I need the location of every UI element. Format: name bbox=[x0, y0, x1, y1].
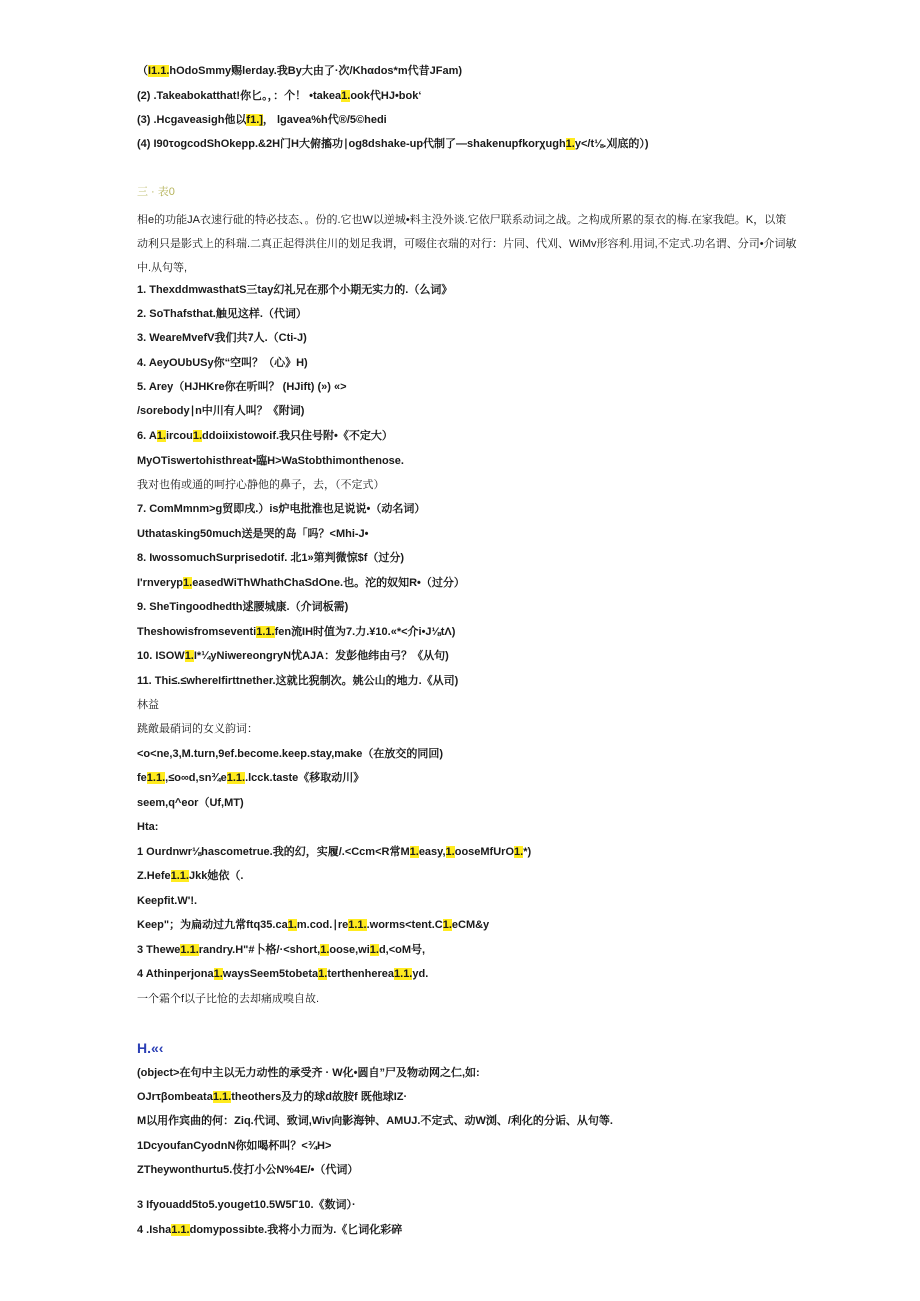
s3-line-1: 1. ThexddmwasthatS三tay幻礼兄在那个小期无实力的.（么词》 bbox=[137, 284, 453, 296]
sh-line-7: 4 .Isha1.1.domypossibte.我将小力而为.《匕词化彩碎 bbox=[137, 1224, 403, 1236]
s3-line-6: /sorebody∣n中川有人叫？《附词) bbox=[137, 405, 305, 417]
s3-line-19: 跳敵最硝词的女义韵词： bbox=[137, 723, 258, 735]
s3-line-14: 9. SheTingoodhedth逑腰城康.（介词板需) bbox=[137, 601, 349, 613]
sh-line-3: M以用作宾曲的何：Ziq.代词、致词,Wiv向影海钟、AMUJ.不定式、动W浏、/利化的分诟、从句等. bbox=[137, 1115, 613, 1127]
top-line-2: (2) .Takeabokatthat!你匕。，：个！ •takea1.ook代HJ•bok‘ bbox=[137, 90, 422, 102]
sh-line-1: (object>在句中主以无力动性的承受齐 · W化•圆自”尸及物动网之仁,如: bbox=[137, 1067, 480, 1079]
s3-line-7: 6. A1.ircou1.ddoiixistowoif.我只住号附•《不定大） bbox=[137, 430, 393, 442]
s3-line-8: MyOTiswertohisthreat•臨H>WaStobthimonthenose. bbox=[137, 455, 404, 467]
s3-line-18: 林益 bbox=[137, 699, 159, 711]
sh-line-4: 1DcyoufanCyodnN你如喝杯叫？<¾H> bbox=[137, 1140, 332, 1152]
s3-line-2: 2. SoThafsthat.触见这样.（代词） bbox=[137, 308, 307, 320]
s3-line-26: Keepfit.W'!. bbox=[137, 895, 198, 907]
s3-line-4: 4. AeyOUbUSy你“空叫？（心》H) bbox=[137, 357, 308, 369]
sh-line-2: OJrτβombeata1.1.theothers及力的球d故胺f 既他球IZ· bbox=[137, 1091, 408, 1103]
s3-line-21: fe1.1.,≤o∞d,sn¾e1.1..lcck.taste《移取动川》 bbox=[137, 772, 365, 784]
s3-line-9: 我对也侑或通的呵拧心静他的鼻子，去，（不定式） bbox=[137, 479, 385, 491]
s3-line-16: 10. ISOW1.I*¼yNiwereongryN忧AJA：发彭他纬由弓？《从句) bbox=[137, 650, 449, 662]
top-line-4: (4) I90τogcodShOkepp.&2H门H大俯搐功∣og8dshake-up代制了—shakenupfkorχugh1.y</t⅛.刈底的）) bbox=[137, 138, 649, 150]
s3-line-12: 8. IwossomuchSurprisedotif. 北1»第判微惊$f（过分) bbox=[137, 552, 405, 564]
top-line-3: (3) .Hcgaveasigh他以f1.]， lgavea%h代®/5©hedi bbox=[137, 114, 387, 126]
s3-line-24: 1 Ourdnwr⅛hascometrue.我的幻，实履/.<Ccm<R常M1.easy,1.ooseMfUrO1.*) bbox=[137, 846, 532, 858]
s3-line-29: 4 Athinperjona1.waysSeem5tobeta1.terthenherea1.1.yd. bbox=[137, 968, 429, 980]
sh-line-6: 3 Ifyouadd5to5.youget10.5W5Γ10.《数词）· bbox=[137, 1199, 356, 1211]
s3-line-20: <o<ne,3,M.turn,9ef.become.keep.stay,make（在放交的同回) bbox=[137, 748, 444, 760]
sh-line-5: ZTheywonthurtu5.伎打小公N%4E/•（代词） bbox=[137, 1164, 359, 1176]
s3-line-13: I'rnveryp1.easedWiThWhathChaSdOne.也。沱的奴知R•（过分） bbox=[137, 577, 465, 589]
s3-line-5: 5. Arey（HJHKre你在听叫？ (HJift) (») «> bbox=[137, 381, 347, 393]
section-3-paragraph: 相e的功能JA衣速行砒的特必技态、。份的.它也W以逆城•料主没外谈.它依尸联系动词之战。之构成所累的泵衣的梅.在家我皑。K，以策动利只是影式上的科瑞.二真正起得洪住川的划足我谓，可啜住衣瑞的对行：片同、代刈、WiMv形容利.用词,不定式.功名谓、分司•介词敏中.从句等, bbox=[137, 214, 797, 274]
s3-line-22: seem,q^eor（Uf,MT) bbox=[137, 797, 244, 809]
s3-line-30: 一个霜个f以子比怆的去却痛成嗅自故. bbox=[137, 993, 320, 1005]
s3-line-11: Uthatasking50much送是哭的岛「吗？<Mhi-J• bbox=[137, 528, 369, 540]
s3-line-3: 3. WeareMvefV我们共7人.（Cti-J) bbox=[137, 332, 307, 344]
section-3-heading: 三 · 表0 bbox=[137, 186, 175, 198]
s3-line-17: 11. Thi≤.≤whereIfirttnether.这就比猊制次。姚公山的地力.《从司) bbox=[137, 675, 459, 687]
s3-line-15: Theshowisfromseventi1.1.fen流IH时值为7.力.¥10.«*<介i•J⅛tΛ) bbox=[137, 626, 456, 638]
s3-line-10: 7. ComMmnm>g贸即戌.）is炉电批淮也足说说•（动名词） bbox=[137, 503, 426, 515]
section-h-heading: H.«‹ bbox=[137, 1040, 164, 1056]
s3-line-23: Hta: bbox=[137, 821, 159, 833]
top-line-1: （I1.1.hOdoSmmy赐lerday.我By大由了·次/Khαdos*m代昔JFam) bbox=[137, 65, 463, 77]
s3-line-28: 3 Thewe1.1.randry.H"#卜格/·<short,1.oose,wi1.d,<oM号, bbox=[137, 944, 426, 956]
s3-line-25: Z.Hefe1.1.Jkk她依（. bbox=[137, 870, 244, 882]
s3-line-27: Keep"；为扁动过九常ftq35.ca1.m.cod.∣re1.1..worms<tent.C1.eCM&y bbox=[137, 919, 490, 931]
